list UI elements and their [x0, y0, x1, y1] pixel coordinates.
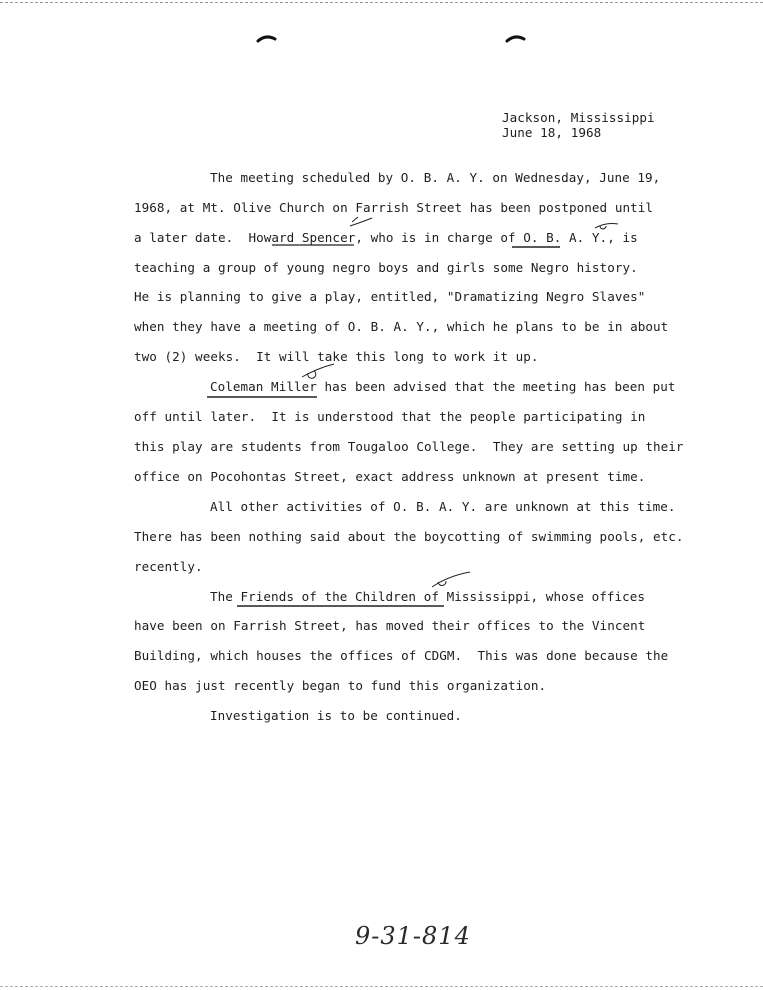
body-line-18: OEO has just recently began to fund this organization.: [134, 678, 547, 693]
body-line-1: The meeting scheduled by O. B. A. Y. on Wednesday, June 19,: [210, 170, 661, 185]
body-line-12: All other activities of O. B. A. Y. are unknown at this time.: [210, 499, 676, 514]
header-date: June 18, 1968: [502, 125, 602, 140]
file-number-handwritten: 9-31-814: [355, 922, 471, 950]
body-line-9: off until later. It is understood that the people participating in: [134, 409, 646, 424]
header-city: Jackson, Mississippi: [502, 110, 655, 125]
body-line-2: 1968, at Mt. Olive Church on Farrish Street has been postponed until: [134, 200, 653, 215]
body-line-14: recently.: [134, 559, 203, 574]
body-line-19: Investigation is to be continued.: [210, 708, 462, 723]
body-line-16: have been on Farrish Street, has moved their offices to the Vincent: [134, 618, 646, 633]
body-line-11: office on Pocohontas Street, exact address unknown at present time.: [134, 469, 646, 484]
bottom-dashed-border: [0, 986, 763, 987]
body-line-10: this play are students from Tougaloo College. They are setting up their: [134, 439, 684, 454]
body-line-8: Coleman Miller has been advised that the meeting has been put: [210, 379, 676, 394]
body-line-15: The Friends of the Children of Mississippi, whose offices: [210, 589, 646, 604]
body-line-4: teaching a group of young negro boys and girls some Negro history.: [134, 260, 638, 275]
body-line-17: Building, which houses the offices of CDGM. This was done because the: [134, 648, 669, 663]
body-line-5: He is planning to give a play, entitled, "Dramatizing Negro Slaves": [134, 289, 646, 304]
body-line-13: There has been nothing said about the boycotting of swimming pools, etc.: [134, 529, 684, 544]
body-line-6: when they have a meeting of O. B. A. Y., which he plans to be in about: [134, 319, 669, 334]
body-line-7: two (2) weeks. It will take this long to work it up.: [134, 349, 539, 364]
body-line-3: a later date. Howard Spencer, who is in charge of O. B. A. Y., is: [134, 230, 638, 245]
